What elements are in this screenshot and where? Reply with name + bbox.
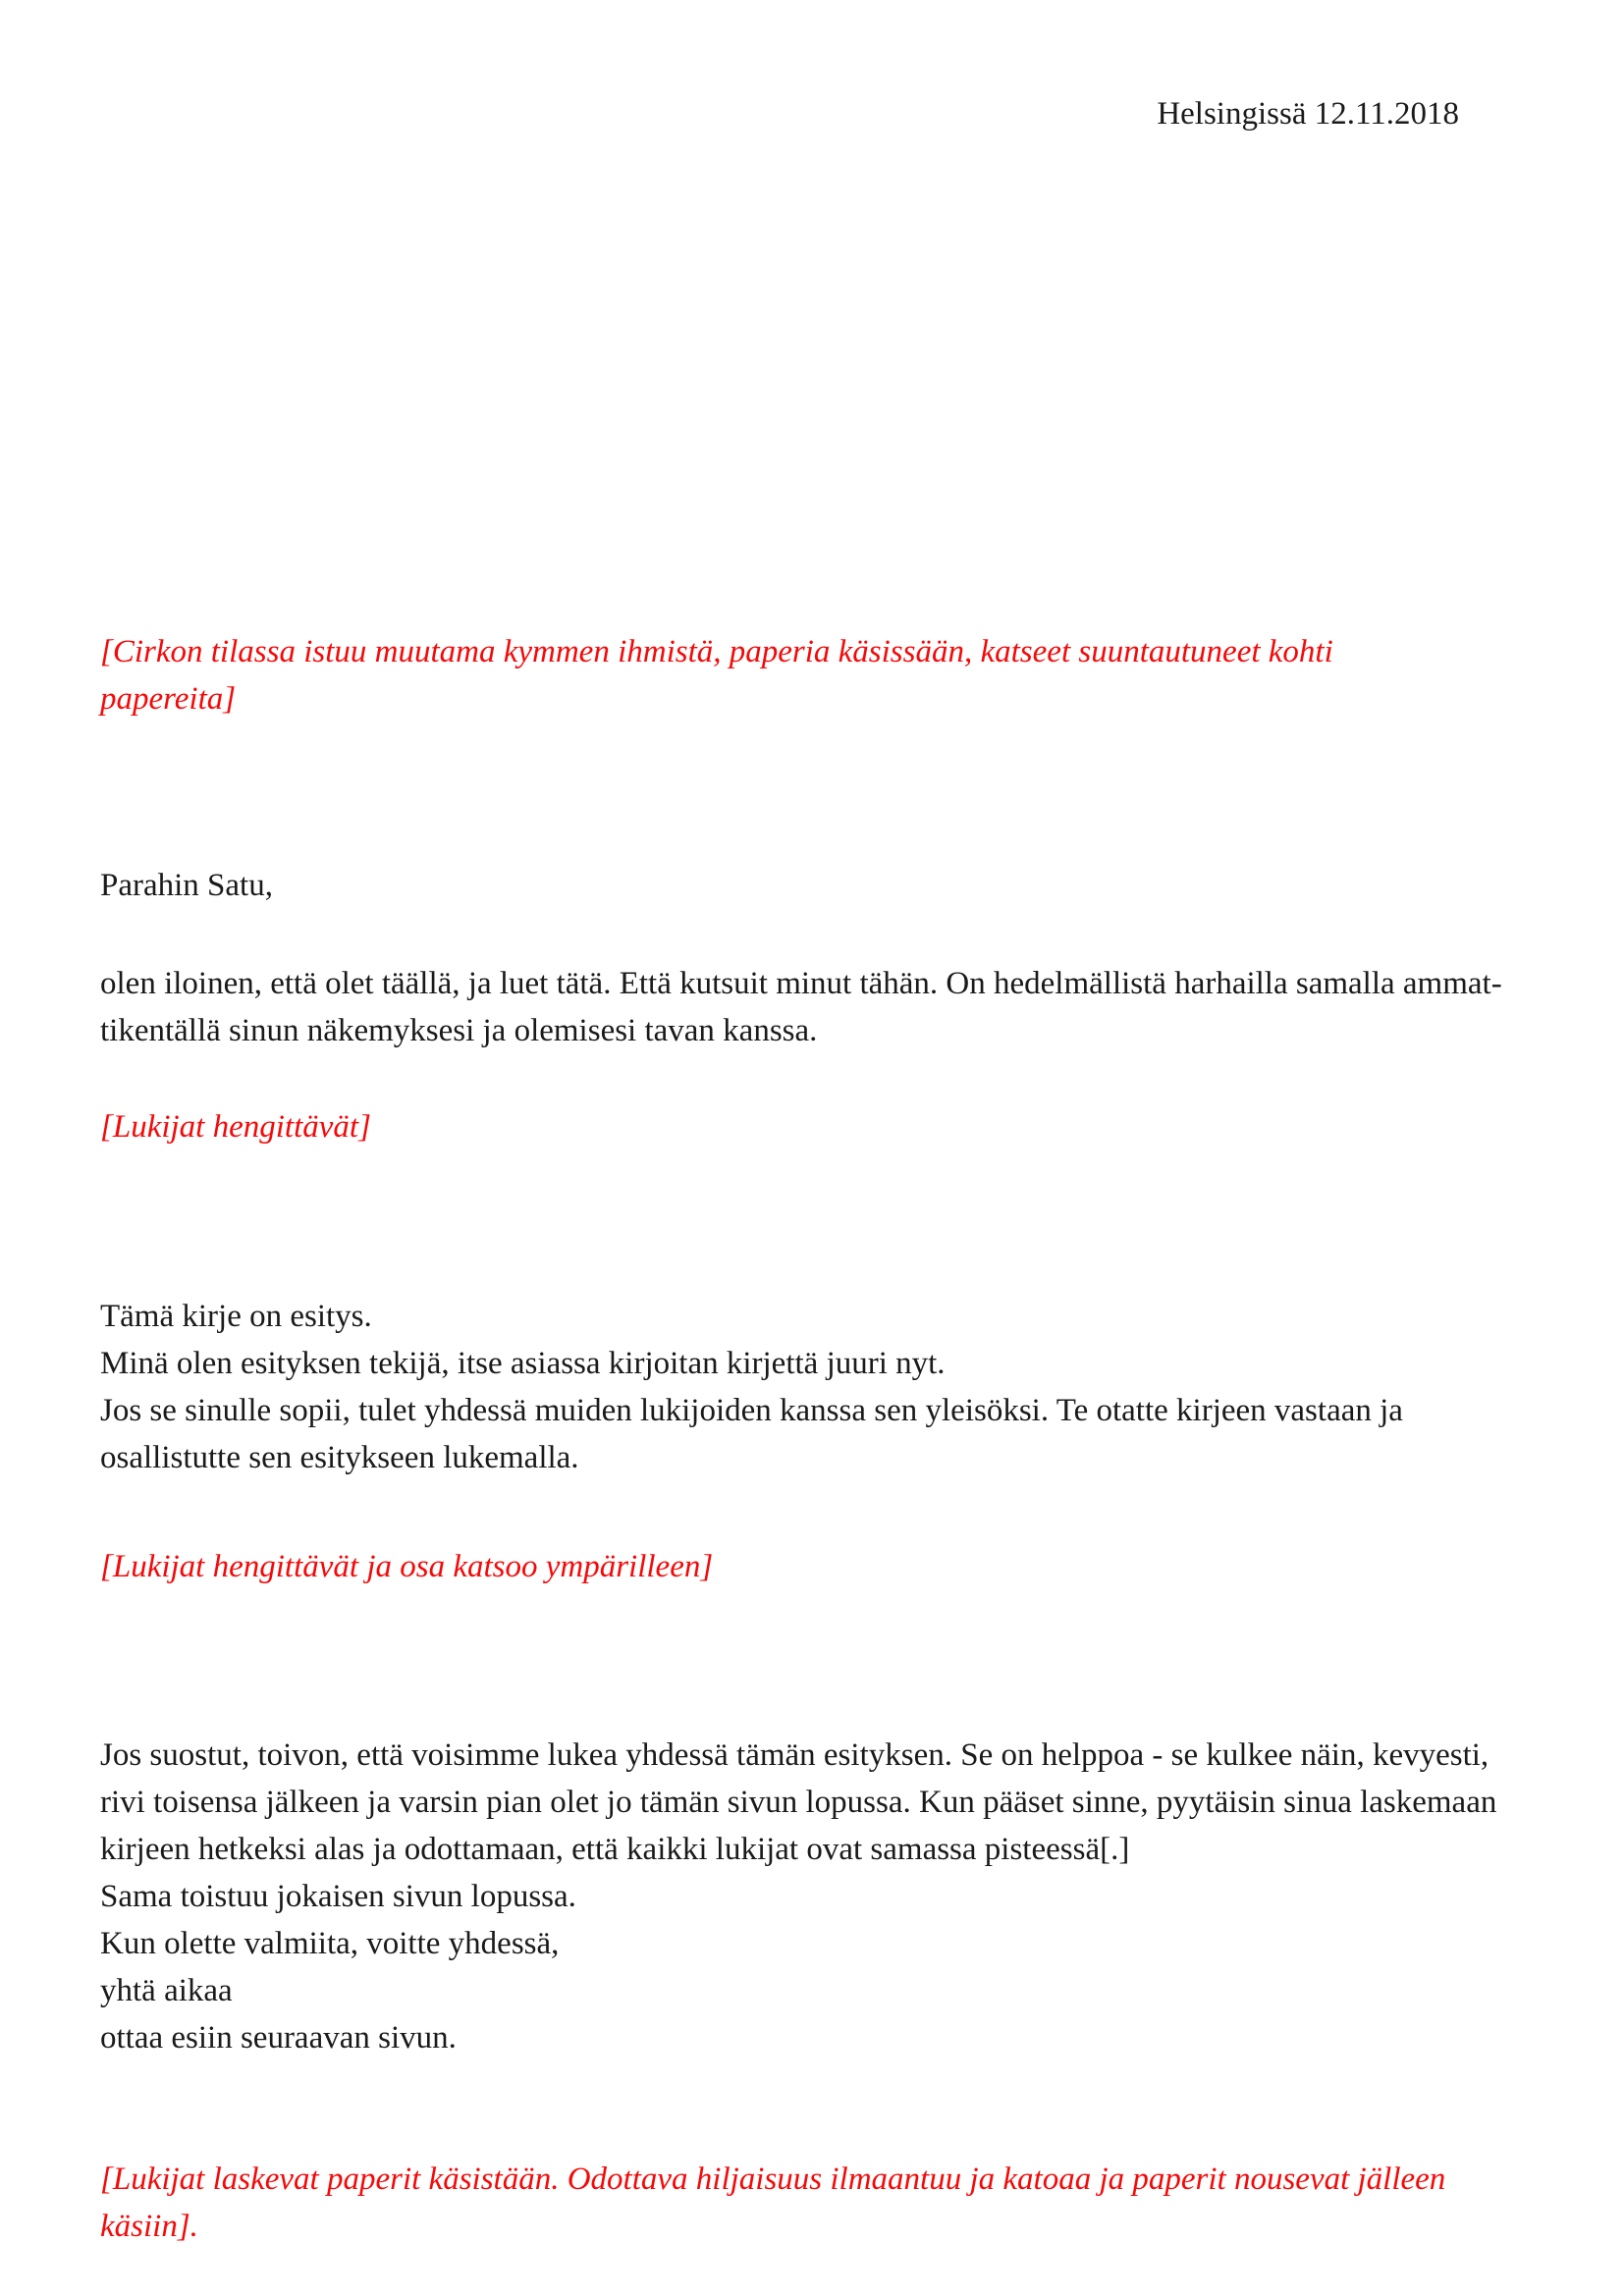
paragraph-3-line: Sama toistuu jokaisen sivun lopussa. xyxy=(100,1879,576,1914)
paragraph-2-line: Jos se sinulle sopii, tulet yhdessä muiden lukijoiden kanssa sen yleisöksi. Te otatte kirjeen vastaan ja xyxy=(100,1393,1403,1428)
paragraph-3-line: Jos suostut, toivon, että voisimme lukea yhdessä tämän esityksen. Se on helppoa - se kulkee näin, kevyesti, xyxy=(100,1737,1489,1773)
paragraph-2-line: Minä olen esityksen tekijä, itse asiassa kirjoitan kirjettä juuri nyt. xyxy=(100,1346,946,1381)
paragraph-1-line: olen iloinen, että olet täällä, ja luet tätä. Että kutsuit minut tähän. On hedelmällistä harhailla samalla ammat- xyxy=(100,966,1502,1001)
paragraph-1-line: tikentällä sinun näkemyksesi ja olemisesi tavan kanssa. xyxy=(100,1013,818,1048)
paragraph-2 xyxy=(100,1293,1467,1481)
stage-direction-3: [Lukijat hengittävät ja osa katsoo ympärilleen] xyxy=(100,1549,714,1584)
paragraph-3-line: kirjeen hetkeksi alas ja odottamaan, että kaikki lukijat ovat samassa pisteessä[.] xyxy=(100,1832,1130,1867)
date-line: Helsingissä 12.11.2018 xyxy=(1157,96,1459,132)
salutation: Parahin Satu, xyxy=(100,868,273,903)
paragraph-2-line: osallistutte sen esitykseen lukemalla. xyxy=(100,1440,579,1475)
paragraph-3-line: yhtä aikaa xyxy=(100,1973,233,2008)
paragraph-3-line: ottaa esiin seuraavan sivun. xyxy=(100,2020,457,2056)
stage-direction-1: [Cirkon tilassa istuu muutama kymmen ihmistä, paperia käsissään, katseet suuntautuneet kohti papereita] xyxy=(100,634,1333,717)
paragraph-3-line: Kun olette valmiita, voitte yhdessä, xyxy=(100,1926,560,1961)
paragraph-1 xyxy=(100,960,1502,1054)
paragraph-3 xyxy=(100,1732,1497,2061)
stage-direction-4: [Lukijat laskevat paperit käsistään. Odottava hiljaisuus ilmaantuu ja katoaa ja paperit nousevat jälleen käsiin]. xyxy=(100,2162,1446,2244)
paragraph-2-line: Tämä kirje on esitys. xyxy=(100,1299,372,1334)
stage-direction-2: [Lukijat hengittävät] xyxy=(100,1109,371,1145)
paragraph-3-line: rivi toisensa jälkeen ja varsin pian olet jo tämän sivun lopussa. Kun pääset sinne, pyytäisin sinua laskemaan xyxy=(100,1785,1497,1820)
